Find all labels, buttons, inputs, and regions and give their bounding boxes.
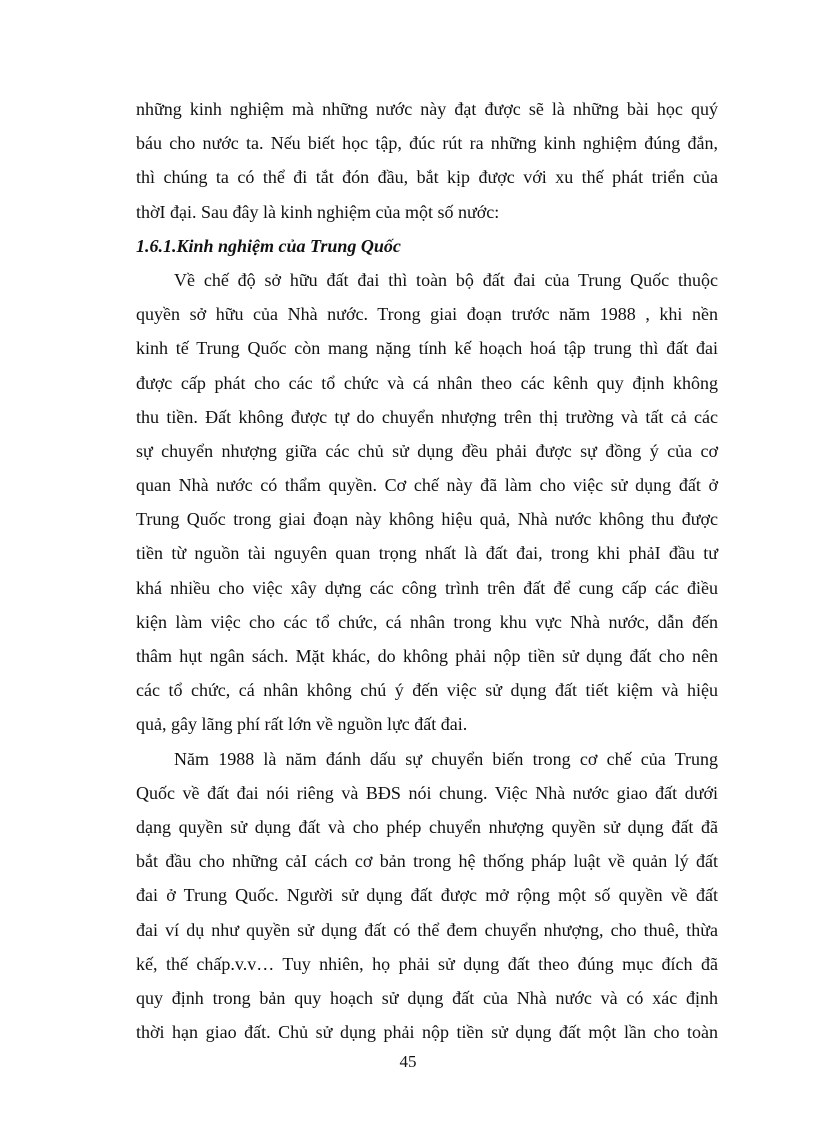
text-line: báu cho nước ta. Nếu biết học tập, đúc rút ra những kinh nghiệm đúng đắn, — [136, 133, 718, 154]
text-line: quy định trong bản quy hoạch sử dụng đất của Nhà nước và có xác định — [136, 987, 718, 1008]
text-line: thời hạn giao đất. Chủ sử dụng phải nộp tiền sử dụng đất một lần cho toàn — [136, 1022, 718, 1043]
text-line: bắt đầu cho những cảI cách cơ bản trong hệ thống pháp luật về quản lý đất — [136, 851, 718, 872]
text-line: tiền từ nguồn tài nguyên quan trọng nhất là đất đai, trong khi phảI đầu tư — [136, 543, 718, 564]
page-number: 45 — [399, 1052, 417, 1071]
text-line: những kinh nghiệm mà những nước này đạt được sẽ là những bài học quý — [136, 99, 718, 119]
text-line: Về chế độ sở hữu đất đai thì toàn bộ đất đai của Trung Quốc thuộc — [174, 269, 718, 290]
text-line: quyền sở hữu của Nhà nước. Trong giai đoạn trước năm 1988 , khi nền — [136, 304, 718, 325]
text-line: đai ở Trung Quốc. Người sử dụng đất được mở rộng một số quyền về đất — [136, 885, 718, 906]
text-line: thì chúng ta có thể đi tắt đón đầu, bắt kịp được với xu thế phát triển của — [136, 167, 718, 188]
text-line: thâm hụt ngân sách. Mặt khác, do không phải nộp tiền sử dụng đất cho nên — [136, 646, 718, 666]
text-line: Năm 1988 là năm đánh dấu sự chuyển biến trong cơ chế của Trung — [174, 748, 718, 769]
document-body — [136, 92, 718, 1049]
paragraph-2 — [136, 742, 718, 1050]
text-line: thờI đại. Sau đây là kinh nghiệm của một số nước: — [136, 201, 500, 222]
text-line: Trung Quốc trong giai đoạn này không hiệu quả, Nhà nước không thu được — [136, 509, 718, 530]
text-line: quan Nhà nước có thẩm quyền. Cơ chế này đã làm cho việc sử dụng đất ở — [136, 475, 718, 496]
text-line: các tổ chức, cá nhân không chú ý đến việc sử dụng đất tiết kiệm và hiệu — [136, 680, 718, 701]
text-line: kế, thế chấp.v.v… Tuy nhiên, họ phải sử dụng đất theo đúng mục đích đã — [136, 953, 718, 974]
paragraph-1 — [136, 263, 718, 742]
text-line: được cấp phát cho các tổ chức và cá nhân theo các kênh quy định không — [136, 372, 718, 393]
text-line: quả, gây lãng phí rất lớn về nguồn lực đất đai. — [136, 714, 468, 735]
text-line: dạng quyền sử dụng đất và cho phép chuyển nhượng quyền sử dụng đất đã — [136, 816, 718, 837]
intro-paragraph — [136, 92, 718, 229]
text-line: đai ví dụ như quyền sử dụng đất có thể đem chuyển nhượng, cho thuê, thừa — [136, 919, 718, 940]
section-heading: 1.6.1.Kinh nghiệm của Trung Quốc — [136, 235, 401, 256]
text-line: kiện làm việc cho các tổ chức, cá nhân trong khu vực Nhà nước, dẫn đến — [136, 611, 718, 632]
text-line: kinh tế Trung Quốc còn mang nặng tính kế hoạch hoá tập trung thì đất đai — [136, 338, 718, 359]
text-line: thu tiền. Đất không được tự do chuyển nhượng trên thị trường và tất cả các — [136, 406, 718, 427]
text-line: khá nhiều cho việc xây dựng các công trình trên đất để cung cấp các điều — [136, 577, 718, 598]
text-line: Quốc về đất đai nói riêng và BĐS nói chung. Việc Nhà nước giao đất dưới — [136, 782, 718, 803]
text-line: sự chuyển nhượng giữa các chủ sử dụng đều phải được sự đồng ý của cơ — [136, 440, 718, 461]
